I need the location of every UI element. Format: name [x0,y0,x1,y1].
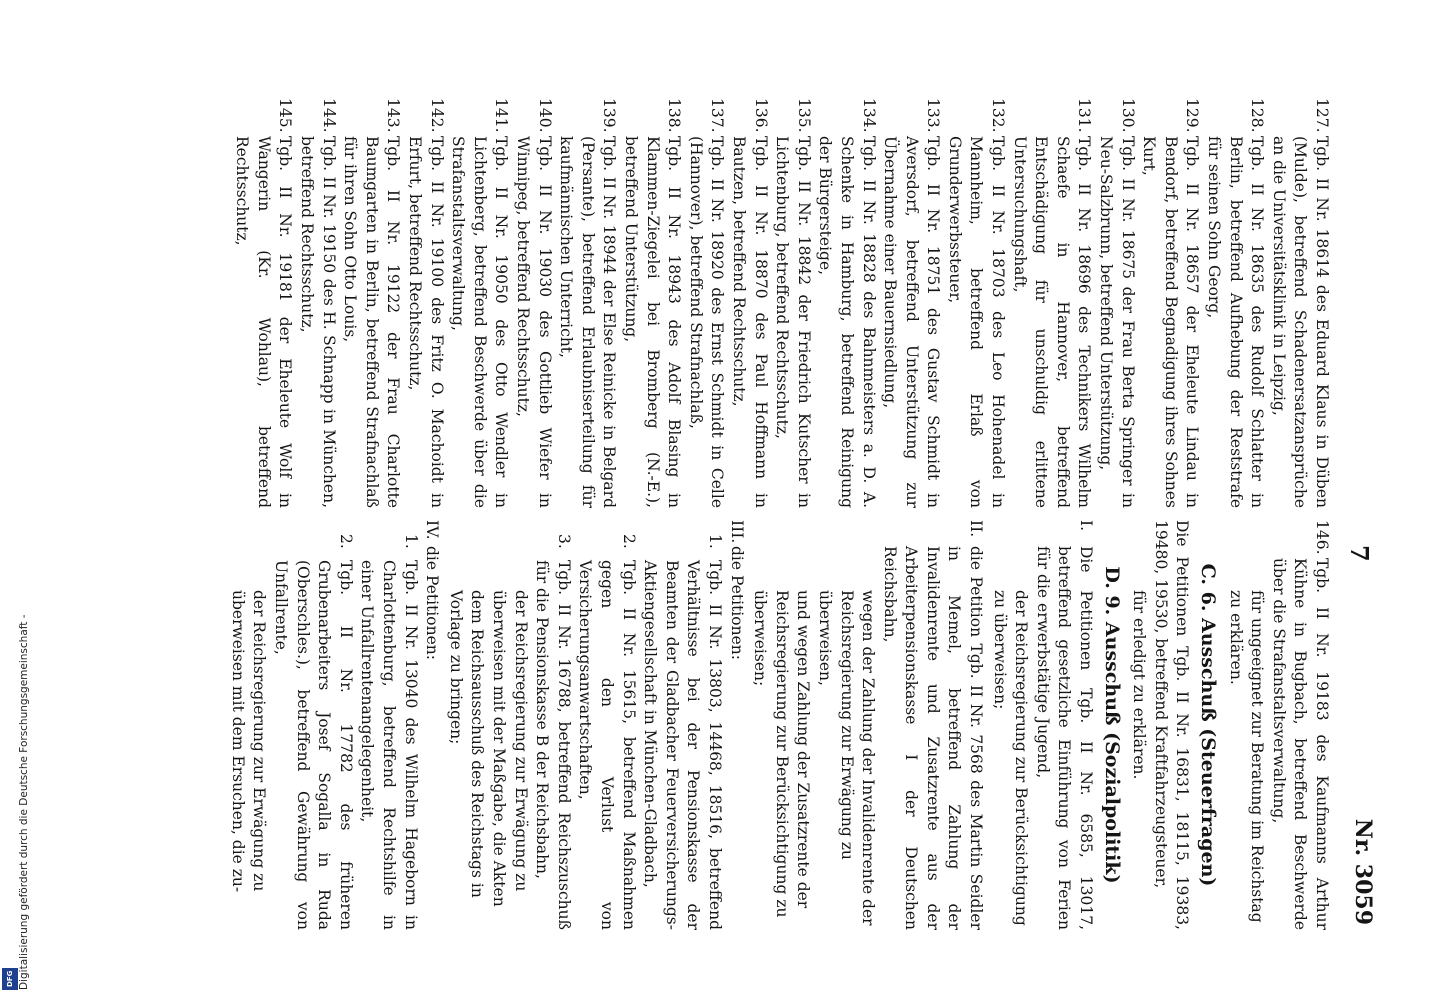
list-item [356,520,421,930]
list-item [1267,98,1332,508]
section-resolution: wegen der Zahlung der Invalidenrente der Reichsregierung zur Erwägung zu überweisen, [815,590,878,926]
entry-number: 146. [1313,520,1331,555]
section-heading-c: C. 6. Ausschuß (Steuerfragen) [1197,563,1220,887]
section-text: die Petitionen: [727,546,746,660]
entry-text: Tgb. II Nr. 19030 des Gottlieb Wiefer in Winnipeg, betreffend Rechtsschutz, [514,136,554,508]
roman-numeral: IV. [423,520,442,540]
item-text: Tgb. II Nr. 13803, 14468, 18516, betreffend Verhältnisse bei der Pensionskasse der Beamten der Gladbacher Feuerversicherungs-Aktiengesellschaft in München-Gladbach, [641,560,724,930]
roman-numeral: III. [727,520,746,544]
entry-number: 134. [859,98,878,133]
entry-text: Tgb. II Nr. 18944 der Else Reinicke in Belgard (Persante), betreffend Erlaubniserteilung für kaufmännischen Unterricht, [557,136,619,508]
list-item [555,98,620,508]
section-text: die Petitionen: [423,546,442,660]
section-resolution: und wegen Zahlung der Zusatzrente der Reichsregierung zur Berücksichtigung zu überweisen; [751,590,813,918]
section-text: Die Petitionen Tgb. II Nr. 6585, 13017, betreffend gesetzliche Einführung von Ferien für die erwerbstätige Jugend, [1033,546,1096,930]
list-item [511,98,554,508]
entry-text: Tgb. II Nr. 18920 des Ernst Schmidt in Celle (Hannover), betreffend Strafnachlaß, [686,136,727,508]
entry-text: Tgb. II Nr. 18842 der Friedrich Kutscher in Lichtenburg, betreffend Rechtsschutz, [773,136,813,508]
section-d-i [1031,520,1096,930]
entry-number: 137. [708,98,727,133]
section-resolution: der Reichsregierung zur Erwägung zu überweisen mit der Maßgabe, die Akten dem Reichsausschuß des Reichstags in Vorlage zu bringen; [446,590,530,907]
entry-number: 135. [794,98,813,133]
list-item [1138,98,1203,508]
roman-numeral: I. [1077,520,1096,532]
item-number: 1. [401,534,420,549]
item-text: Tgb. II Nr. 16788, betreffend Reichszuschuß für die Pensionskasse B der Reichsbahn, [533,560,573,930]
section-d-iii-items [531,520,725,930]
list-item [447,98,512,508]
section-d-iii [725,520,747,930]
item-text: Tgb. II Nr. 13040 des Wilhelm Hageborn in Charlottenburg, betreffend Rechtshilfe in einer Unfallrentenangelegenheit, [358,560,420,930]
section-c-resolution: für erledigt zu erklären. [1130,590,1149,780]
entry-number: 138. [665,98,684,133]
entry-number: 145. [276,98,295,133]
section-d-ii [878,520,986,930]
entry-text: Tgb. II Nr. 18657 der Eheleute Lindau in Bendorf, betreffend Begnadigung ihres Sohnes Kurt, [1140,136,1202,508]
entry-text: Tgb. II Nr. 18703 des Leo Hohenadel in Mannheim, betreffend Erlaß von Grunderwerbssteuer, [945,136,1008,508]
entry-number: 127. [1313,98,1331,133]
item-text: Tgb. II Nr. 17782 des früheren Grubenarbeiters Josef Sogalla in Ruda (Oberschles.), betreffend Gewährung von Unfallrente, [272,560,355,930]
list-item [574,520,639,930]
entry-text: Tgb. II Nr. 18696 des Technikers Wilhelm Schaefe in Hannover, betreffend Entschädigung für unschuldig erlittene Untersuchungshaft, [1010,136,1094,508]
left-column [231,98,1332,508]
entry-text: Tgb. II Nr. 19122 der Frau Charlotte Baumgarten in Berlin, betreffend Strafnachlaß für ihren Sohn Otto Louis, [341,136,403,508]
entry-text: Tgb. II Nr. 19150 des H. Schnapp in München, betreffend Rechtsschutz, [298,136,338,508]
entry-text: Tgb. II Nr. 18635 des Rudolf Schlatter in Berlin, betreffend Aufhebung der Reststrafe für seinen Sohn Georg, [1205,136,1267,508]
entry-number: 132. [989,98,1008,133]
entry-text: Tgb. II Nr. 18751 des Gustav Schmidt in Aversdorf, betreffend Unterstützung zur Übernahme einer Bauernsiedlung, [881,136,943,508]
list-item [771,98,814,508]
entry-number: 142. [427,98,446,133]
entry-text: Tgb. II Nr. 18943 des Adolf Blasing in Klammen-Ziegelei bei Bromberg (N.-E.), betreffend Unterstützung, [622,136,684,508]
entry-number: 128. [1248,98,1267,133]
entry-text: Tgb. II Nr. 19181 der Eheleute Wolf in Wangerin (Kr. Wohlau), betreffend Rechtsschutz, [233,136,295,508]
section-d-iv-items [270,520,421,930]
list-item [1094,98,1137,508]
list-item [531,520,574,930]
list-item [270,520,356,930]
item-number: 2. [619,534,638,549]
entry-text: Tgb. II Nr. 18828 des Bahnmeisters a. D. A. Schenke in Hamburg, betreffend Reinigung der Bürgersteige, [816,136,878,508]
entry-number: 139. [600,98,619,133]
item-number: 2. [336,534,355,549]
list-item [943,98,1008,508]
list-item [1008,98,1094,508]
resolution-text: für ungeeignet zur Beratung im Reichstag zu erklären. [1226,590,1267,923]
dfg-logo: DFG [2,968,18,990]
entry-text: Tgb. II Nr. 19100 des Fritz O. Machoidt in Erfurt, betreffend Rechtsschutz, [406,136,446,508]
entry-number: 133. [924,98,943,133]
list-item [296,98,339,508]
entry-number: 136. [751,98,770,133]
list-item [727,98,770,508]
entry-number: 144. [319,98,338,133]
section-resolution: der Reichsregierung zur Berücksichtigung zu überweisen; [990,590,1031,926]
section-d-iv [421,520,443,930]
list-item [231,98,296,508]
list-item [1202,98,1267,508]
right-column [226,520,1332,930]
section-resolution: der Reichsregierung zur Erwägung zu überweisen mit dem Ersuchen, die zu- [228,590,269,893]
roman-numeral: II. [967,520,986,538]
list-item [1267,520,1332,930]
item-number: 1. [705,534,724,549]
entry-text: Tgb. II Nr. 18675 der Frau Berta Springer in Neu-Salzbrunn, betreffend Unterstützung, [1097,136,1137,508]
entry-text: Tgb. II Nr. 19050 des Otto Wendler in Lichtenberg, betreffend Beschwerde über die Strafanstaltsverwaltung, [449,136,511,508]
issue-number: Nr. 3059 [1350,818,1376,925]
list-item [339,98,404,508]
list-item [619,98,684,508]
entry-number: 143. [384,98,403,133]
list-item [879,98,944,508]
section-text: die Petition Tgb. II Nr. 7568 des Martin Seidler in Memel, betreffend Zahlung der Invalidenrente und Zusatzrente aus der Arbeiterpensionskasse I der Deutschen Reichsbahn, [880,546,986,930]
section-heading-d: D. 9. Ausschuß (Sozialpolitik) [1100,566,1123,884]
list-item [684,98,727,508]
item-number: 3. [554,534,573,549]
item-text: Tgb. II Nr. 15615, betreffend Maßnahmen gegen den Verlust von Versicherungsanwartschaften, [576,560,638,930]
list-item [403,98,446,508]
credit-text: Digitalisierung gefördert durch die Deutsche Forschungsgemeinschaft - [18,614,30,990]
entry-number: 140. [535,98,554,133]
entry-number: 141. [492,98,511,133]
list-item [814,98,879,508]
list-item [639,520,725,930]
digitization-credit [0,0,30,1000]
entry-number: 129. [1183,98,1202,133]
entry-text: Tgb. II Nr. 19183 des Kaufmanns Arthur Kühne in Bugbach, betreffend Beschwerde über die Strafanstaltsverwaltung, [1269,558,1331,930]
entry-text: Tgb. II Nr. 18614 des Eduard Klaus in Düben (Mulde), betreffend Schadenersatzansprüche an die Universitätsklinik in Leipzig, [1269,136,1331,508]
entry-number: 130. [1118,98,1137,133]
section-c-text: Die Petitionen Tgb. II Nr. 16831, 18115, 19383, 19480, 19530, betreffend Kraftfahrzeugsteuer, [1151,520,1192,930]
page-number: 7 [1345,545,1374,562]
entry-text: Tgb. II Nr. 18870 des Paul Hoffmann in Bautzen, betreffend Rechtsschutz, [729,136,770,508]
entry-number: 131. [1075,98,1094,133]
